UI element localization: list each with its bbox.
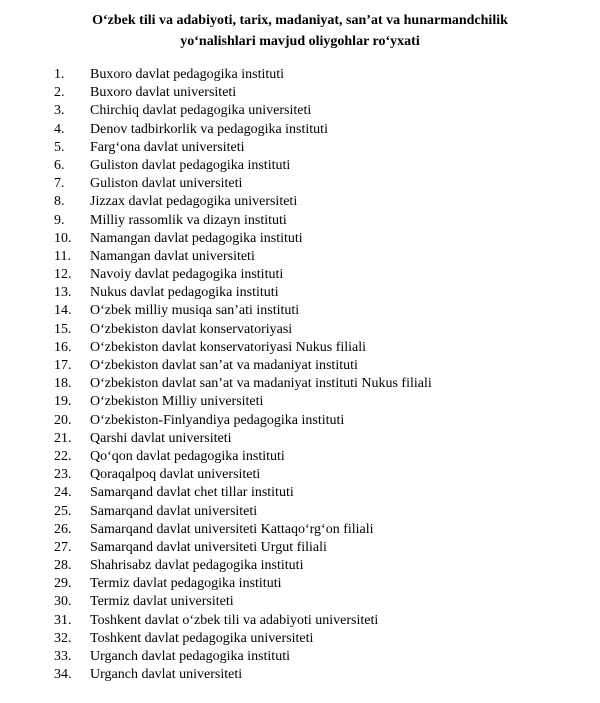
institution-name: Shahrisabz davlat pedagogika instituti <box>90 558 304 574</box>
list-item-number: 20. <box>54 412 72 428</box>
institution-name: Nukus davlat pedagogika instituti <box>90 285 279 301</box>
list-item <box>0 212 600 230</box>
institution-name: O‘zbek milliy musiqa san’ati instituti <box>90 303 300 319</box>
list-item <box>0 503 600 521</box>
list-item-number: 17. <box>54 358 72 373</box>
list-item <box>0 557 600 575</box>
list-item-number: 34. <box>54 667 72 683</box>
list-item-number: 30. <box>54 594 72 610</box>
list-item-number: 19. <box>54 394 72 410</box>
institution-name: Samarqand davlat universiteti Urgut filiali <box>90 539 327 555</box>
list-item <box>0 266 600 284</box>
list-item-number: 31. <box>54 612 72 628</box>
list-item-number: 11. <box>54 248 71 264</box>
institution-name: O‘zbekiston davlat konservatoriyasi Nukus filiali <box>90 339 367 355</box>
list-item-number: 12. <box>54 267 72 283</box>
list-item-number: 15. <box>54 321 72 337</box>
list-item <box>0 66 600 84</box>
list-item <box>0 139 600 157</box>
list-item <box>0 248 600 266</box>
list-item <box>0 648 600 666</box>
institution-name: Termiz davlat universiteti <box>90 594 234 610</box>
institution-name: Jizzax davlat pedagogika universiteti <box>90 194 298 210</box>
institution-name: Samarqand davlat universiteti <box>90 503 258 519</box>
list-item-number: 6. <box>54 157 65 173</box>
list-item <box>0 339 600 357</box>
list-item <box>0 612 600 630</box>
list-item-number: 7. <box>54 176 65 192</box>
institution-name: Guliston davlat universiteti <box>90 176 243 192</box>
list-item <box>0 593 600 611</box>
list-item-number: 29. <box>54 576 72 592</box>
list-item-number: 28. <box>54 558 72 574</box>
list-item-number: 13. <box>54 285 72 301</box>
institution-name: O‘zbekiston davlat san’at va madaniyat instituti <box>90 358 358 373</box>
institution-name: Termiz davlat pedagogika instituti <box>90 576 282 592</box>
list-item-number: 8. <box>54 194 65 210</box>
list-item <box>0 393 600 411</box>
institution-name: Samarqand davlat universiteti Kattaqo‘rg‘on filiali <box>90 521 374 537</box>
institution-name: O‘zbekiston davlat konservatoriyasi <box>90 321 293 337</box>
list-item-number: 33. <box>54 649 72 664</box>
institution-name: Buxoro davlat universiteti <box>90 85 237 101</box>
list-item <box>0 375 600 393</box>
list-item <box>0 157 600 175</box>
list-item <box>0 357 600 375</box>
list-item <box>0 84 600 102</box>
list-item <box>0 539 600 557</box>
institution-name: Urganch davlat universiteti <box>90 667 243 683</box>
list-item-number: 10. <box>54 230 72 246</box>
institution-name: Milliy rassomlik va dizayn instituti <box>90 212 287 228</box>
list-item <box>0 630 600 648</box>
list-item <box>0 321 600 339</box>
institution-name: Urganch davlat pedagogika instituti <box>90 649 290 664</box>
list-item-number: 22. <box>54 448 72 464</box>
title-line-2: yo‘nalishlari mavjud oliygohlar ro‘yxati <box>180 34 420 49</box>
list-item <box>0 448 600 466</box>
institution-name: Qarshi davlat universiteti <box>90 430 232 446</box>
list-item-number: 4. <box>54 121 65 137</box>
list-item-number: 23. <box>54 467 72 483</box>
list-item-number: 5. <box>54 139 65 155</box>
institution-list <box>0 66 600 684</box>
list-item <box>0 412 600 430</box>
list-item <box>0 484 600 502</box>
document-title <box>20 10 580 52</box>
list-item-number: 14. <box>54 303 72 319</box>
list-item-number: 2. <box>54 85 65 101</box>
list-item-number: 3. <box>54 103 65 119</box>
list-item-number: 1. <box>54 67 65 82</box>
institution-name: Chirchiq davlat pedagogika universiteti <box>90 103 312 119</box>
institution-name: Guliston davlat pedagogika instituti <box>90 157 291 173</box>
list-item-number: 25. <box>54 503 72 519</box>
list-item <box>0 175 600 193</box>
list-item-number: 27. <box>54 539 72 555</box>
institution-name: Navoiy davlat pedagogika instituti <box>90 267 284 283</box>
list-item-number: 21. <box>54 430 72 446</box>
institution-name: Qo‘qon davlat pedagogika instituti <box>90 448 285 464</box>
list-item-number: 9. <box>54 212 65 228</box>
institution-name: Qoraqalpoq davlat universiteti <box>90 467 261 483</box>
institution-name: Namangan davlat pedagogika instituti <box>90 230 303 246</box>
list-item-number: 32. <box>54 630 72 646</box>
list-item-number: 18. <box>54 376 72 392</box>
institution-name: O‘zbekiston davlat san’at va madaniyat instituti Nukus filiali <box>90 376 432 392</box>
list-item <box>0 102 600 120</box>
list-item <box>0 466 600 484</box>
institution-name: Buxoro davlat pedagogika instituti <box>90 67 285 82</box>
list-item <box>0 430 600 448</box>
institution-name: Samarqand davlat chet tillar instituti <box>90 485 294 501</box>
list-item <box>0 575 600 593</box>
institution-name: Toshkent davlat o‘zbek tili va adabiyoti universiteti <box>90 612 379 628</box>
list-item <box>0 521 600 539</box>
list-item <box>0 230 600 248</box>
institution-name: Denov tadbirkorlik va pedagogika instituti <box>90 121 328 137</box>
list-item-number: 16. <box>54 339 72 355</box>
list-item <box>0 193 600 211</box>
list-item <box>0 666 600 684</box>
institution-name: O‘zbekiston-Finlyandiya pedagogika instituti <box>90 412 345 428</box>
institution-name: Namangan davlat universiteti <box>90 248 255 264</box>
title-line-1: O‘zbek tili va adabiyoti, tarix, madaniyat, san’at va hunarmandchilik <box>92 13 508 28</box>
list-item <box>0 302 600 320</box>
list-item <box>0 121 600 139</box>
institution-name: Toshkent davlat pedagogika universiteti <box>90 630 314 646</box>
list-item-number: 26. <box>54 521 72 537</box>
institution-name: O‘zbekiston Milliy universiteti <box>90 394 264 410</box>
list-item <box>0 284 600 302</box>
institution-name: Farg‘ona davlat universiteti <box>90 139 245 155</box>
list-item-number: 24. <box>54 485 72 501</box>
